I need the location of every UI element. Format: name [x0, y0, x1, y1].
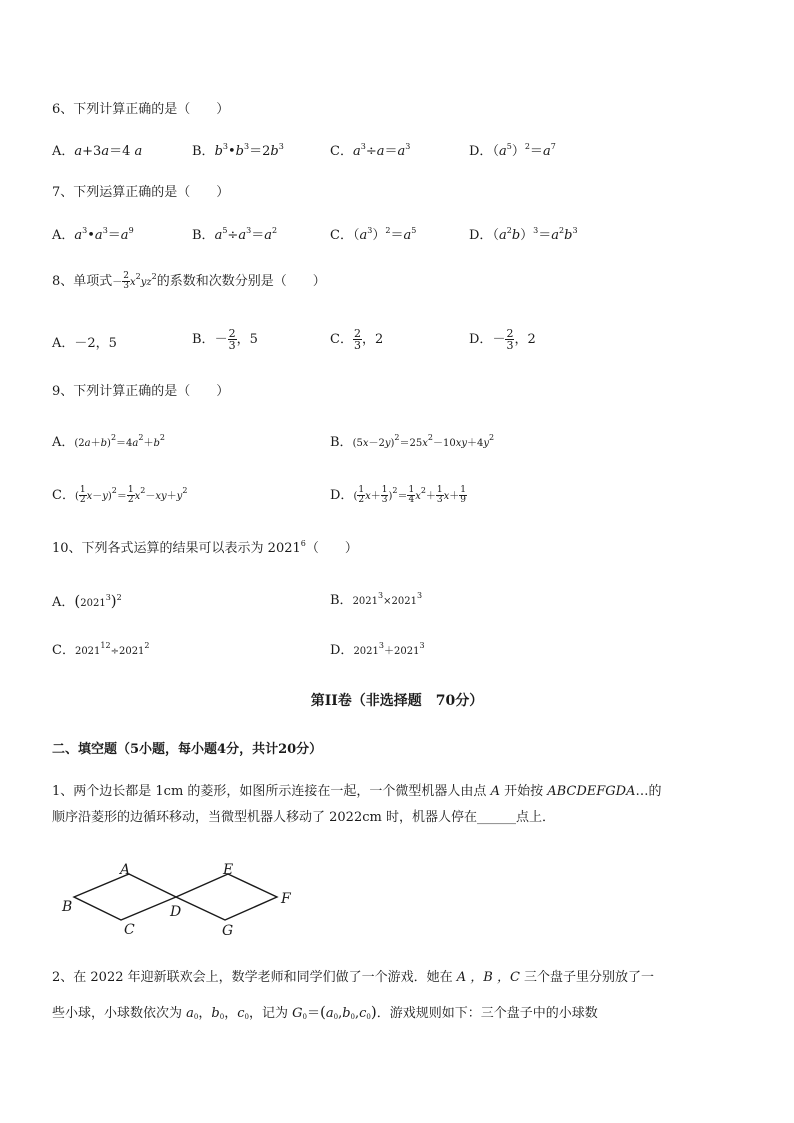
q6-option-c[interactable]: C．$a^3\div a=a^3$ — [330, 142, 411, 159]
q7-option-a[interactable]: A．$a^3•a^3=a^9$ — [52, 226, 134, 243]
q9-option-b[interactable]: B．$(5x-2y)^2=25x^2-10xy+4y^2$ — [330, 433, 495, 450]
q7-option-c[interactable]: C．$(a^3)^2=a^5$ — [330, 226, 417, 243]
q9-option-d[interactable]: D．( $\frac{1}{2}$ x＋ $\frac{1}{3}$ )$^2$＝ $\frac{1}{4}$ $x^2+$ $\frac{1}{3}$ x＋ $\frac{1}{9}$ — [330, 485, 467, 505]
fill1-line2: 顺序沿菱形的边循环移动，当微型机器人移动了 2022cm 时，机器人停在______点上． — [52, 810, 555, 825]
q10-stem: 10、下列各式运算的结果可以表示为 2021$^6$（ ） — [52, 539, 358, 556]
fill1-line1: 1、两个边长都是 1cm 的菱形，如图所示连接在一起，一个微型机器人由点 A 开始按 ABCDEFGDA…的 — [52, 784, 662, 799]
q6-option-a[interactable]: A．a+3a＝4 a — [52, 144, 143, 159]
rhombus-defg — [176, 874, 277, 920]
q10-option-a[interactable]: A．$(2021^3)^2$ — [52, 592, 122, 610]
q6-option-d[interactable]: D．$(a^5)^2=a^7$ — [469, 142, 556, 159]
q7-option-d[interactable]: D．$(a^2b)^3=a^2b^3$ — [469, 226, 578, 243]
label-b: B — [62, 899, 73, 915]
q10-option-b[interactable]: B．$2021^3\times 2021^3$ — [330, 591, 423, 608]
label-f: F — [281, 891, 291, 907]
q8-option-a[interactable]: A．－2，5 — [52, 336, 117, 351]
rhombus-abcd — [74, 874, 176, 920]
q6-stem: 6、下列计算正确的是（ ） — [52, 102, 230, 117]
q9-option-c[interactable]: C．( $\frac{1}{2}$ x－y)$^2$＝ $\frac{1}{2}$ $x^2-xy+y^2$ — [52, 485, 188, 505]
label-e: E — [223, 862, 234, 878]
q8-option-d[interactable]: D．－ $\frac{2}{3}$ ，2 — [469, 327, 536, 352]
q10-option-c[interactable]: C．$2021^{12}\div 2021^2$ — [52, 641, 150, 658]
label-c: C — [124, 922, 135, 938]
label-g: G — [222, 923, 234, 939]
q8-option-b[interactable]: B．－ $\frac{2}{3}$ ，5 — [192, 327, 258, 352]
section-title: 第II卷（非选择题 70分） — [310, 693, 484, 709]
q7-stem: 7、下列运算正确的是（ ） — [52, 185, 230, 200]
fill2-line2: 些小球，小球数依次为 $a_0$，$b_0$，$c_0$，记为 $G_0=(a_0,b_0,c_0)$．游戏规则如下：三个盘子中的小球数 — [52, 1003, 598, 1021]
q7-option-b[interactable]: B．$a^5\div a^3=a^2$ — [192, 226, 278, 243]
q8-option-c[interactable]: C． $\frac{2}{3}$ ，2 — [330, 327, 384, 352]
q9-option-a[interactable]: A．$(2a+b)^2=4a^2+b^2$ — [52, 433, 165, 450]
label-a: A — [120, 862, 131, 878]
q6-option-b[interactable]: B．$b^3•b^3=2b^3$ — [192, 142, 284, 159]
rhombus-figure — [52, 852, 312, 947]
fill2-line1: 2、在 2022 年迎新联欢会上，数学老师和同学们做了一个游戏．她在 A ，B ，C 三个盘子里分别放了一 — [52, 970, 655, 985]
q8-stem: 8、单项式－ $\frac{2}{3}$ $x^2yz^2$的系数和次数分别是（ ） — [52, 271, 326, 291]
section-heading-fill-in: 二、填空题（5小题，每小题4分，共计20分） — [52, 742, 323, 757]
label-d: D — [170, 904, 182, 920]
q10-option-d[interactable]: D．$2021^3+2021^3$ — [330, 641, 425, 658]
q9-stem: 9、下列计算正确的是（ ） — [52, 384, 230, 399]
